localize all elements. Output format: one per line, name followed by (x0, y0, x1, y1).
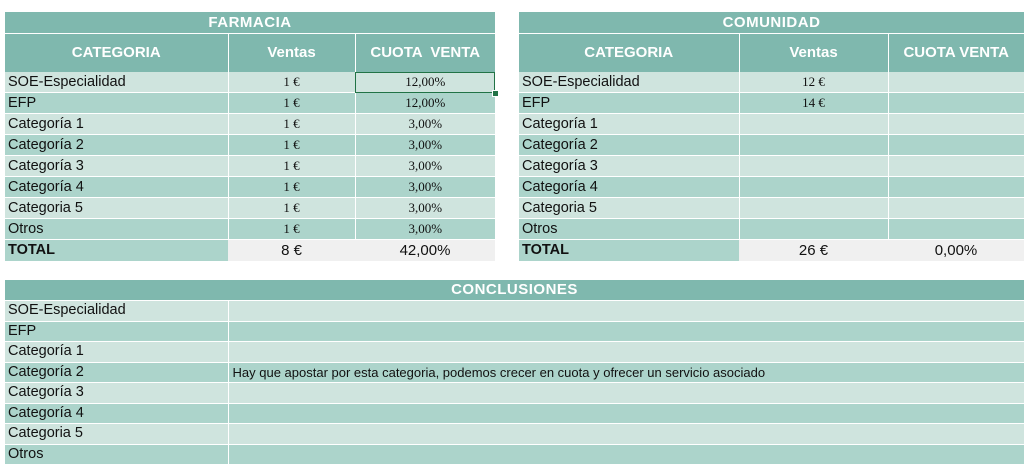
comunidad-row (519, 198, 1024, 219)
comunidad-cell-ventas[interactable] (739, 114, 888, 135)
conclusiones-cell-label[interactable]: Categoría 4 (5, 403, 228, 424)
comunidad-row (519, 219, 1024, 240)
farmacia-title[interactable]: FARMACIA (5, 12, 495, 34)
farmacia-cell-cuota[interactable]: 12,00% (355, 72, 495, 93)
farmacia-cell-label[interactable]: Categoría 2 (5, 135, 228, 156)
farmacia-cell-label[interactable]: Categoría 1 (5, 114, 228, 135)
farmacia-cell-ventas[interactable]: 1 € (228, 177, 355, 198)
conclusiones-cell-text[interactable] (228, 383, 1024, 404)
farmacia-cell-cuota[interactable]: 3,00% (355, 135, 495, 156)
farmacia-cell-cuota[interactable]: 3,00% (355, 177, 495, 198)
conclusiones-rows (5, 301, 1024, 465)
conclusiones-cell-text[interactable] (228, 403, 1024, 424)
farmacia-cell-cuota[interactable]: 3,00% (355, 114, 495, 135)
comunidad-total-ventas[interactable]: 26 € (739, 240, 888, 262)
farmacia-cell-cuota[interactable]: 3,00% (355, 219, 495, 240)
comunidad-header-categoria[interactable]: CATEGORIA (519, 34, 739, 73)
conclusiones-row (5, 424, 1024, 445)
comunidad-total-label[interactable]: TOTAL (519, 240, 739, 262)
comunidad-cell-ventas[interactable]: 14 € (739, 93, 888, 114)
farmacia-cell-label[interactable]: Otros (5, 219, 228, 240)
comunidad-cell-label[interactable]: Categoría 1 (519, 114, 739, 135)
farmacia-cell-label[interactable]: EFP (5, 93, 228, 114)
conclusiones-cell-text[interactable]: Hay que apostar por esta categoria, podemos crecer en cuota y ofrecer un servicio asociado (228, 362, 1024, 383)
comunidad-cell-cuota[interactable] (888, 177, 1024, 198)
comunidad-cell-label[interactable]: Categoria 5 (519, 198, 739, 219)
farmacia-rows (5, 72, 495, 240)
farmacia-cell-ventas[interactable]: 1 € (228, 156, 355, 177)
comunidad-title[interactable]: COMUNIDAD (519, 12, 1024, 34)
comunidad-cell-ventas[interactable] (739, 135, 888, 156)
farmacia-cell-label[interactable]: Categoría 4 (5, 177, 228, 198)
comunidad-rows (519, 72, 1024, 240)
farmacia-header-ventas[interactable]: Ventas (228, 34, 355, 73)
farmacia-cell-ventas[interactable]: 1 € (228, 219, 355, 240)
comunidad-header-cuota[interactable]: CUOTA VENTA (888, 34, 1024, 73)
conclusiones-cell-label[interactable]: Categoría 2 (5, 362, 228, 383)
farmacia-cell-ventas[interactable]: 1 € (228, 93, 355, 114)
comunidad-cell-cuota[interactable] (888, 198, 1024, 219)
farmacia-cell-ventas[interactable]: 1 € (228, 135, 355, 156)
comunidad-cell-ventas[interactable] (739, 177, 888, 198)
farmacia-row (5, 114, 495, 135)
farmacia-cell-cuota[interactable]: 3,00% (355, 156, 495, 177)
comunidad-cell-cuota[interactable] (888, 72, 1024, 93)
farmacia-table (5, 12, 495, 261)
conclusiones-cell-text[interactable] (228, 444, 1024, 465)
conclusiones-row (5, 383, 1024, 404)
comunidad-cell-label[interactable]: Categoría 4 (519, 177, 739, 198)
conclusiones-row (5, 403, 1024, 424)
farmacia-cell-label[interactable]: SOE-Especialidad (5, 72, 228, 93)
farmacia-cell-cuota[interactable]: 3,00% (355, 198, 495, 219)
comunidad-cell-ventas[interactable] (739, 156, 888, 177)
farmacia-total-label[interactable]: TOTAL (5, 240, 228, 262)
farmacia-cell-ventas[interactable]: 1 € (228, 72, 355, 93)
comunidad-cell-cuota[interactable] (888, 135, 1024, 156)
farmacia-total-cuota[interactable]: 42,00% (355, 240, 495, 262)
farmacia-header-categoria[interactable]: CATEGORIA (5, 34, 228, 73)
farmacia-row (5, 72, 495, 93)
conclusiones-row (5, 301, 1024, 322)
farmacia-row (5, 177, 495, 198)
comunidad-cell-label[interactable]: Categoría 2 (519, 135, 739, 156)
farmacia-cell-ventas[interactable]: 1 € (228, 114, 355, 135)
conclusiones-cell-text[interactable] (228, 321, 1024, 342)
conclusiones-cell-label[interactable]: EFP (5, 321, 228, 342)
farmacia-cell-label[interactable]: Categoría 3 (5, 156, 228, 177)
farmacia-header-cuota[interactable]: CUOTA VENTA (355, 34, 495, 73)
comunidad-row (519, 177, 1024, 198)
conclusiones-row (5, 321, 1024, 342)
comunidad-cell-cuota[interactable] (888, 93, 1024, 114)
farmacia-row (5, 219, 495, 240)
comunidad-row (519, 93, 1024, 114)
farmacia-cell-label[interactable]: Categoria 5 (5, 198, 228, 219)
conclusiones-cell-label[interactable]: Categoria 5 (5, 424, 228, 445)
comunidad-row (519, 156, 1024, 177)
comunidad-cell-ventas[interactable] (739, 198, 888, 219)
conclusiones-cell-text[interactable] (228, 342, 1024, 363)
comunidad-cell-ventas[interactable]: 12 € (739, 72, 888, 93)
comunidad-row (519, 135, 1024, 156)
comunidad-header-ventas[interactable]: Ventas (739, 34, 888, 73)
comunidad-cell-cuota[interactable] (888, 219, 1024, 240)
conclusiones-row (5, 444, 1024, 465)
comunidad-cell-label[interactable]: Otros (519, 219, 739, 240)
farmacia-row (5, 93, 495, 114)
farmacia-total-row (5, 240, 495, 262)
conclusiones-table (5, 280, 1024, 465)
comunidad-cell-label[interactable]: EFP (519, 93, 739, 114)
farmacia-row (5, 156, 495, 177)
comunidad-row (519, 72, 1024, 93)
conclusiones-title[interactable]: CONCLUSIONES (5, 280, 1024, 301)
comunidad-total-cuota[interactable]: 0,00% (888, 240, 1024, 262)
conclusiones-cell-label[interactable]: Categoría 1 (5, 342, 228, 363)
farmacia-total-ventas[interactable]: 8 € (228, 240, 355, 262)
comunidad-total-row (519, 240, 1024, 262)
conclusiones-cell-label[interactable]: SOE-Especialidad (5, 301, 228, 322)
farmacia-row (5, 198, 495, 219)
selection-fill-handle[interactable] (492, 90, 499, 97)
comunidad-cell-ventas[interactable] (739, 219, 888, 240)
farmacia-cell-cuota[interactable]: 12,00% (355, 93, 495, 114)
comunidad-table (519, 12, 1024, 261)
comunidad-row (519, 114, 1024, 135)
conclusiones-cell-text[interactable] (228, 301, 1024, 322)
comunidad-cell-cuota[interactable] (888, 114, 1024, 135)
conclusiones-row (5, 342, 1024, 363)
comunidad-cell-label[interactable]: SOE-Especialidad (519, 72, 739, 93)
comunidad-cell-cuota[interactable] (888, 156, 1024, 177)
conclusiones-row (5, 362, 1024, 383)
comunidad-cell-label[interactable]: Categoría 3 (519, 156, 739, 177)
farmacia-row (5, 135, 495, 156)
conclusiones-cell-label[interactable]: Categoría 3 (5, 383, 228, 404)
conclusiones-cell-label[interactable]: Otros (5, 444, 228, 465)
farmacia-cell-ventas[interactable]: 1 € (228, 198, 355, 219)
conclusiones-cell-text[interactable] (228, 424, 1024, 445)
